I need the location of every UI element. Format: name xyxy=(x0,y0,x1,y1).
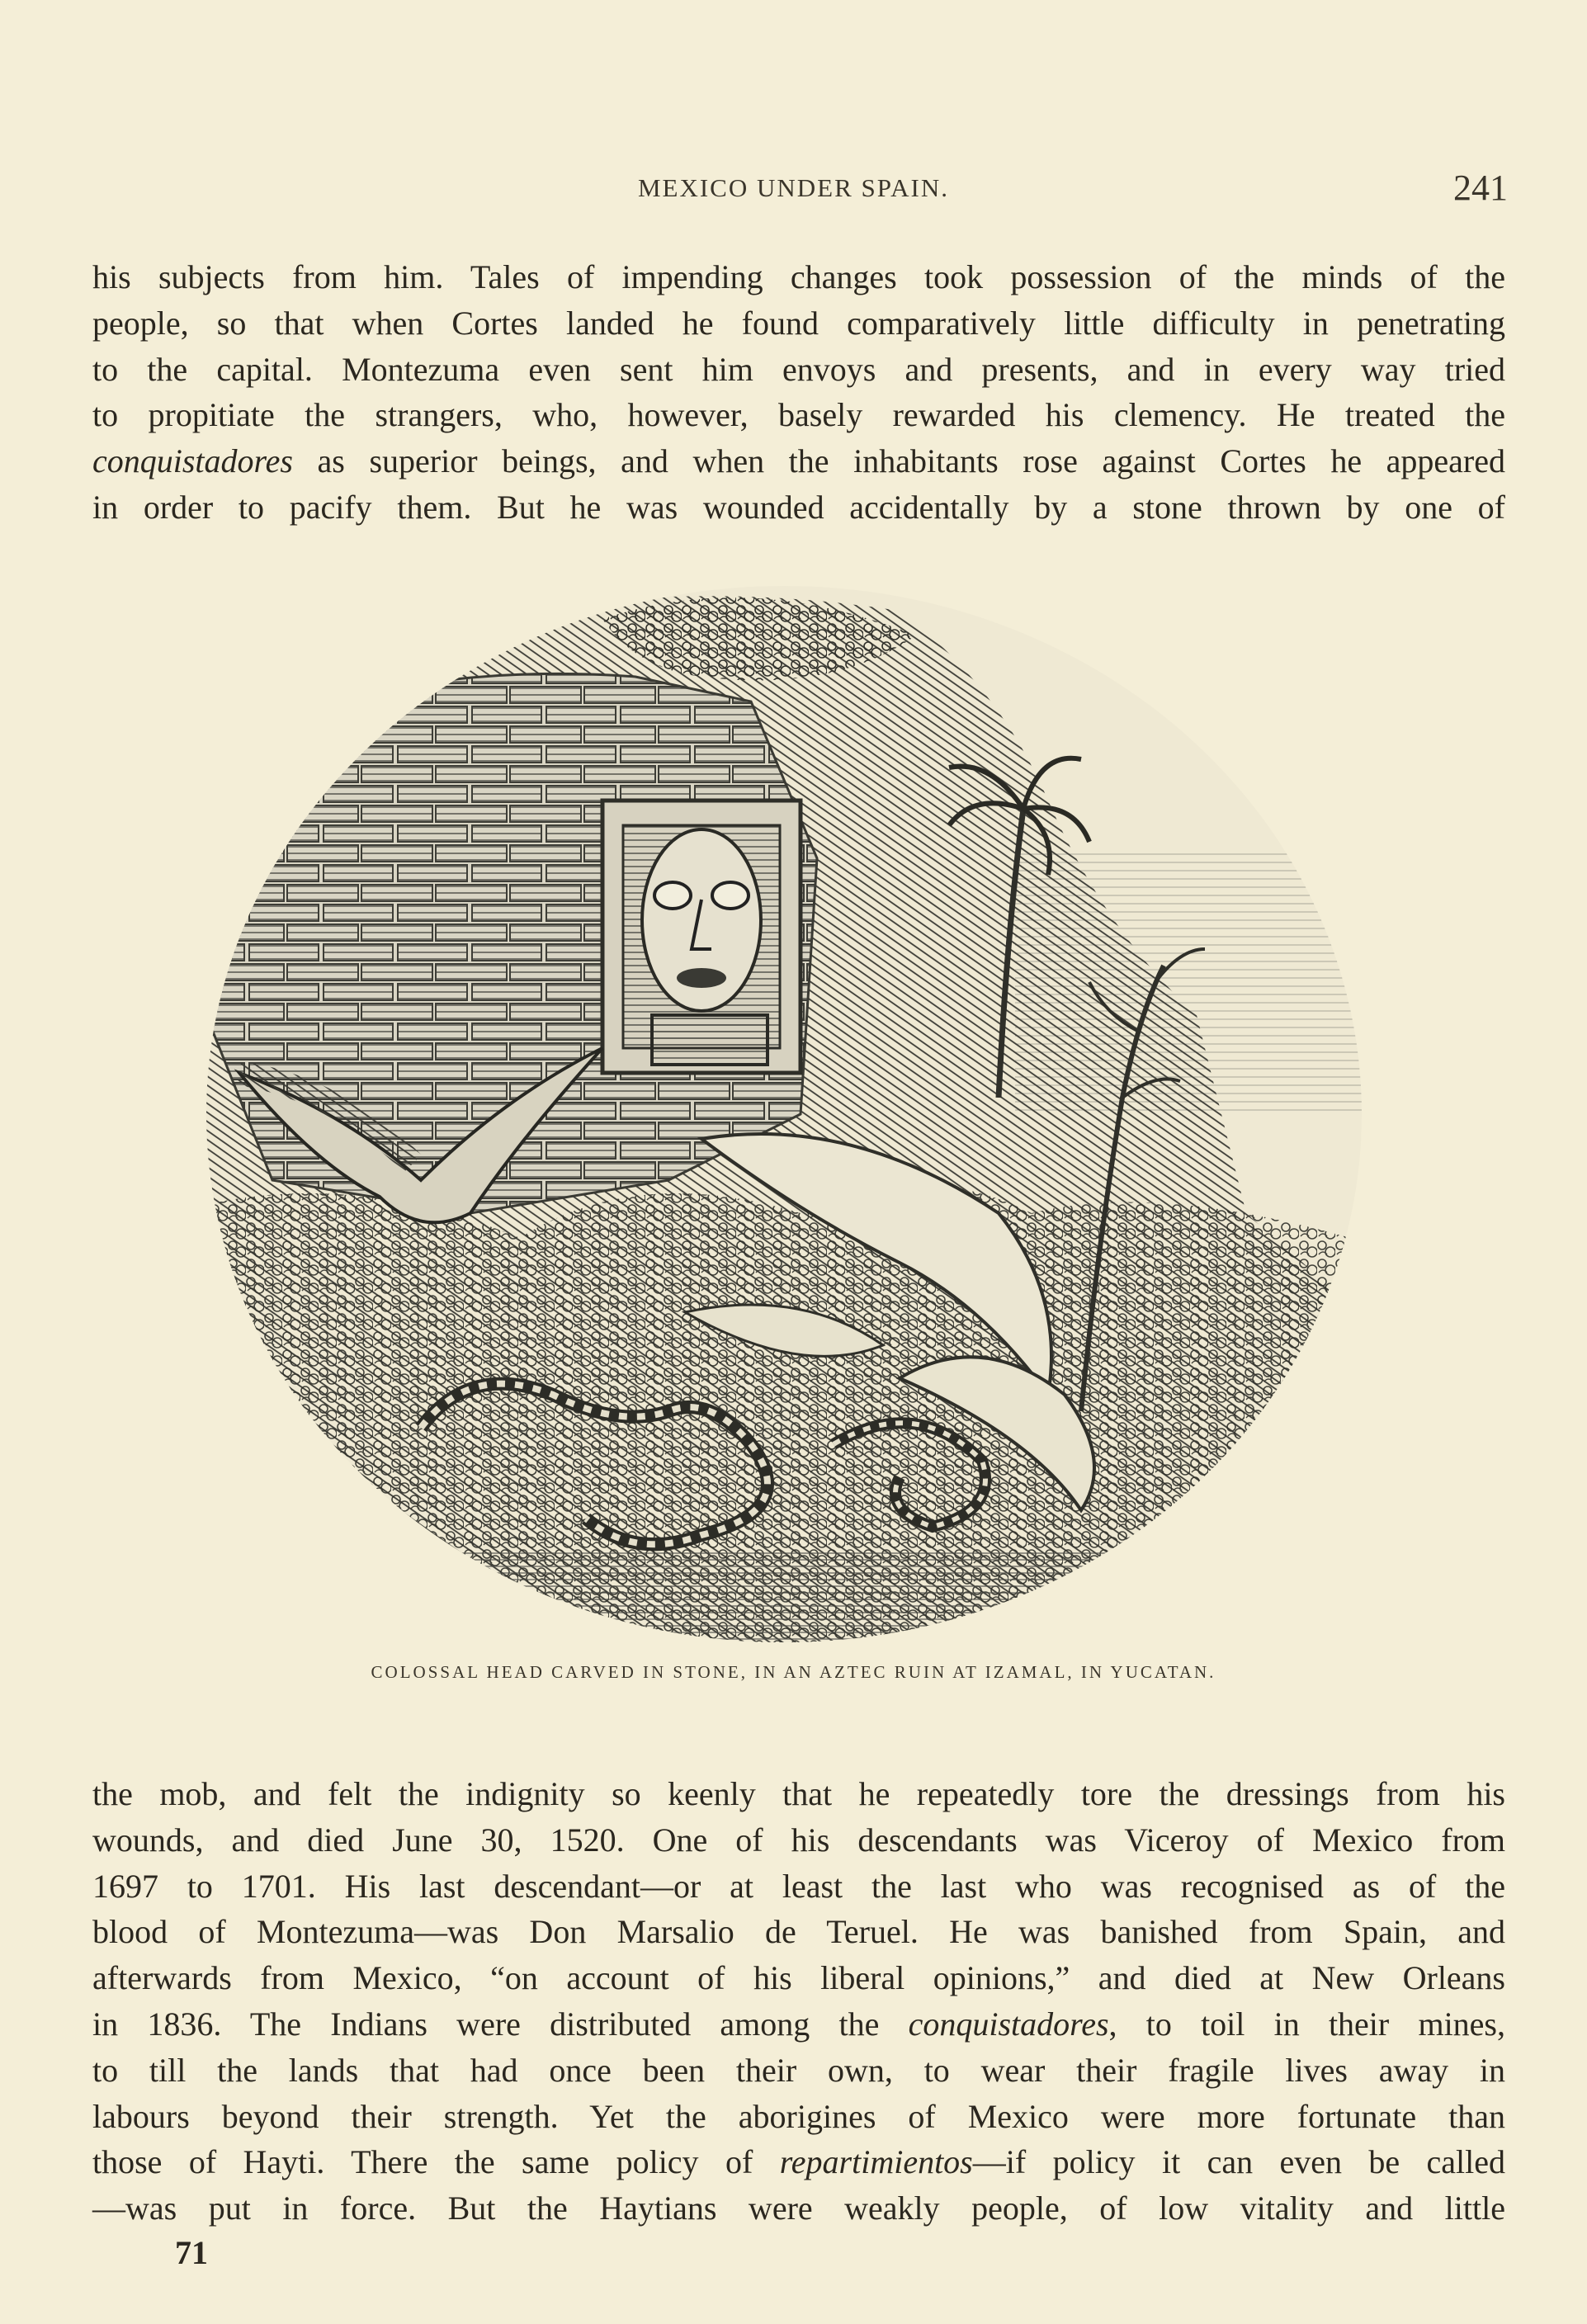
text-line xyxy=(92,2139,1505,2185)
text-line: labours beyond their strength. Yet the aborigines of Mexico were more fortunate than xyxy=(92,2097,1505,2135)
engraving-illustration xyxy=(173,586,1378,1659)
text-fragment: , to toil in their mines, xyxy=(1108,2005,1506,2043)
text-line: wounds, and died June 30, 1520. One of his descendants was Viceroy of Mexico from xyxy=(92,1821,1505,1859)
page-number: 241 xyxy=(1453,168,1508,208)
italic-term: conquistadores xyxy=(908,2005,1109,2043)
text-fragment: —if policy it can even be called xyxy=(972,2143,1506,2181)
engraving-image xyxy=(173,586,1378,1659)
italic-term: repartimientos xyxy=(779,2143,973,2181)
text-line: his subjects from him. Tales of impending changes took possession of the minds of the xyxy=(92,258,1505,295)
text-line: afterwards from Mexico, “on account of his liberal opinions,” and died at New Orleans xyxy=(92,1959,1505,1997)
text-fragment: as superior beings, and when the inhabitants rose against Cortes he appeared xyxy=(317,442,1506,480)
text-line xyxy=(92,438,1505,484)
text-line: in order to pacify them. But he was wounded accidentally by a stone thrown by one of xyxy=(92,488,1505,526)
paragraph-top xyxy=(92,254,1505,531)
italic-term: conquistadores xyxy=(92,442,293,480)
text-line: blood of Montezuma—was Don Marsalio de Teruel. He was banished from Spain, and xyxy=(92,1913,1505,1951)
text-line: people, so that when Cortes landed he found comparatively little difficulty in penetrating xyxy=(92,304,1505,342)
text-line: to the capital. Montezuma even sent him envoys and presents, and in every way tried xyxy=(92,350,1505,388)
text-line: 1697 to 1701. His last descendant—or at least the last who was recognised as of the xyxy=(92,1867,1505,1905)
text-line: to till the lands that had once been their own, to wear their fragile lives away in xyxy=(92,2051,1505,2089)
text-line: the mob, and felt the indignity so keenly that he repeatedly tore the dressings from his xyxy=(92,1775,1505,1812)
running-title: MEXICO UNDER SPAIN. xyxy=(637,173,950,202)
text-line: —was put in force. But the Haytians were weakly people, of low vitality and little xyxy=(92,2189,1505,2227)
text-fragment: those of Hayti. There the same policy of xyxy=(92,2143,753,2181)
text-line: to propitiate the strangers, who, however, basely rewarded his clemency. He treated the xyxy=(92,396,1505,434)
figure-caption: COLOSSAL HEAD CARVED IN STONE, IN AN AZTEC RUIN AT IZAMAL, IN YUCATAN. xyxy=(371,1662,1216,1682)
paragraph-bottom xyxy=(92,1771,1505,2232)
text-line xyxy=(92,2001,1505,2048)
text-fragment: in 1836. The Indians were distributed among the xyxy=(92,2005,880,2043)
signature-mark: 71 xyxy=(175,2234,208,2271)
